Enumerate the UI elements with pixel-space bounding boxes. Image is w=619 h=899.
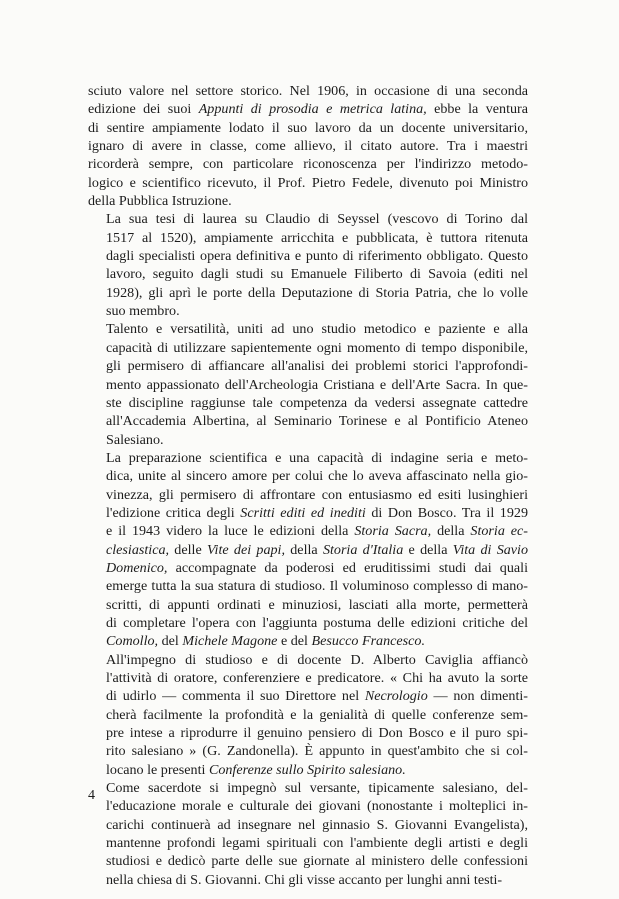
- text-run: ebbe la ventura: [426, 101, 528, 118]
- text-line: [88, 559, 528, 577]
- paragraph: [88, 210, 528, 320]
- text-run: l'edizione critica degli: [106, 504, 241, 521]
- text-run: Come sacerdote si impegnò sul versante, tipicamente salesiano, del-: [106, 780, 528, 797]
- text-line: [88, 541, 528, 559]
- italic-text: Scritti editi ed inediti: [240, 504, 366, 521]
- paragraph: [88, 320, 528, 448]
- text-line: [88, 119, 528, 137]
- italic-text: Appunti di prosodia e metrica latina,: [198, 101, 427, 118]
- text-line: [88, 797, 528, 815]
- text-run: e della: [403, 541, 453, 558]
- text-run: studiosi e dedicò parte delle sue giornate al ministero delle confessioni: [106, 853, 528, 870]
- text-line: [88, 302, 528, 320]
- text-run: di udirlo — commenta il suo Direttore nel: [106, 688, 365, 705]
- text-line: [88, 486, 528, 504]
- paragraph: [88, 651, 528, 779]
- text-line: [88, 376, 528, 394]
- text-run: carichi continuerà ad insegnare nel ginnasio S. Giovanni Evangelista),: [106, 816, 528, 833]
- text-line: [88, 761, 528, 779]
- text-line: [88, 742, 528, 760]
- text-run: di sentire ampiamente lodato il suo lavoro da un docente universitario,: [88, 119, 528, 136]
- italic-text: Comollo,: [106, 633, 159, 650]
- text-run: e il 1943 videro la luce le edizioni della: [106, 523, 355, 540]
- text-run: locano le presenti: [106, 761, 209, 778]
- text-run: sciuto valore nel settore storico. Nel 1906, in occasione di una seconda: [88, 83, 528, 99]
- text-run: edizione dei suoi: [88, 101, 199, 118]
- text-run: mento appassionato dell'Archeologia Cristiana e dell'Arte Sacra. In que-: [106, 376, 528, 393]
- text-run: di Don Bosco. Tra il 1929: [365, 504, 528, 521]
- text-line: [88, 577, 528, 595]
- text-run: del: [158, 633, 183, 650]
- text-line: [88, 320, 528, 338]
- text-line: [88, 852, 528, 870]
- text-line: [88, 651, 528, 669]
- text-run: 1517 al 1520), ampiamente arricchita e pubblicata, è tuttora ritenuta: [106, 229, 528, 246]
- italic-text: Besucco Francesco.: [311, 633, 425, 650]
- text-line: [88, 100, 528, 118]
- text-line: [88, 247, 528, 265]
- text-run: di completare l'opera con l'aggiunta postuma delle edizioni critiche del: [106, 614, 528, 631]
- text-line: [88, 687, 528, 705]
- text-line: [88, 339, 528, 357]
- text-line: [88, 357, 528, 375]
- text-run: logico e scientifico ricevuto, il Prof. Pietro Fedele, divenuto poi Ministro: [88, 174, 528, 191]
- body-text: [88, 82, 528, 889]
- text-line: [88, 174, 528, 192]
- text-line: [88, 724, 528, 742]
- italic-text: clesiastica,: [106, 541, 170, 558]
- text-line: [88, 137, 528, 155]
- text-run: La preparazione scientifica e una capacità di indagine seria e meto-: [106, 449, 528, 466]
- text-run: gli permisero di affiancare all'analisi dei problemi storici l'approfondi-: [106, 358, 528, 375]
- text-line: [88, 284, 528, 302]
- text-run: capacità di utilizzare sapientemente ogni momento di tempo disponibile,: [106, 339, 528, 356]
- text-run: 1928), gli aprì le porte della Deputazione di Storia Patria, che lo volle: [106, 284, 528, 301]
- italic-text: Domenico,: [106, 559, 168, 576]
- text-run: Salesiano.: [106, 431, 164, 448]
- text-line: [88, 155, 528, 173]
- text-line: [88, 871, 528, 889]
- text-line: [88, 522, 528, 540]
- text-line: [88, 229, 528, 247]
- text-run: Talento e versatilità, uniti ad uno studio metodico e paziente e alla: [106, 321, 528, 338]
- text-run: suo membro.: [106, 303, 180, 320]
- italic-text: Vite dei papi,: [206, 541, 285, 558]
- text-run: ste discipline raggiunse tale competenza da vedersi assegnate cattedre: [106, 394, 528, 411]
- text-run: delle: [169, 541, 207, 558]
- text-line: [88, 669, 528, 687]
- italic-text: Storia d'Italia: [322, 541, 404, 558]
- text-line: [88, 706, 528, 724]
- text-run: all'Accademia Albertina, al Seminario Torinese e al Pontificio Ateneo: [106, 413, 528, 430]
- paragraph: [88, 449, 528, 651]
- text-line: [88, 431, 528, 449]
- text-run: e del: [277, 633, 312, 650]
- text-line: [88, 632, 528, 650]
- text-run: emerge tutta la sua statura di studioso. Il voluminoso complesso di mano-: [106, 578, 528, 595]
- text-run: lavoro, seguito dagli studi su Emanuele Filiberto di Savoia (editi nel: [106, 266, 528, 283]
- text-run: scritti, di appunti ordinati e minuziosi, lasciati alla morte, permetterà: [106, 596, 528, 613]
- text-line: [88, 596, 528, 614]
- text-run: ignaro di avere in classe, come allievo, il citato autore. Tra i maestri: [88, 138, 528, 155]
- text-run: nella chiesa di S. Giovanni. Chi gli visse accanto per lunghi anni testi-: [106, 871, 503, 888]
- text-run: All'impegno di studioso e di docente D. Alberto Caviglia affiancò: [106, 651, 528, 668]
- text-line: [88, 82, 528, 100]
- text-line: [88, 210, 528, 228]
- text-line: [88, 265, 528, 283]
- italic-text: Michele Magone: [182, 633, 278, 650]
- text-run: — non dimenti-: [427, 688, 528, 705]
- italic-text: Storia ec-: [470, 523, 529, 540]
- italic-text: Storia Sacra,: [354, 523, 432, 540]
- text-run: mantenne profondi legami spirituali con l'ambiente degli artisti e degli: [106, 835, 528, 852]
- text-run: l'attività di oratore, conferenziere e predicatore. « Chi ha avuto la sorte: [106, 670, 528, 686]
- text-run: La sua tesi di laurea su Claudio di Seyssel (vescovo di Torino dal: [106, 211, 528, 228]
- italic-text: Necrologio: [364, 688, 428, 705]
- text-run: pre intese a riprodurre il genuino pensiero di Don Bosco e il puro spi-: [106, 725, 528, 742]
- text-line: [88, 412, 528, 430]
- page-number: 4: [88, 788, 95, 803]
- text-line: [88, 467, 528, 485]
- text-run: dagli specialisti opera definitiva e punto di riferimento obbligato. Questo: [106, 248, 528, 265]
- text-run: della: [284, 541, 323, 558]
- italic-text: Vita di Savio: [452, 541, 529, 558]
- text-line: [88, 779, 528, 797]
- text-run: accompagnate da poderosi ed eruditissimi studi dai quali: [167, 559, 528, 576]
- text-run: dica, unite al sincero amore per colui che lo aveva affascinato nella gio-: [106, 468, 528, 485]
- text-line: [88, 192, 528, 210]
- text-run: della Pubblica Istruzione.: [88, 193, 232, 210]
- text-run: rito salesiano » (G. Zandonella). È appunto in quest'ambito che si col-: [106, 743, 528, 760]
- text-line: [88, 449, 528, 467]
- text-line: [88, 834, 528, 852]
- text-line: [88, 614, 528, 632]
- paragraph: [88, 779, 528, 889]
- text-line: [88, 816, 528, 834]
- text-run: della: [431, 523, 471, 540]
- italic-text: Conferenze sullo Spirito salesiano.: [208, 761, 406, 778]
- text-run: cherà facilmente la profondità e la genialità di quelle conferenze sem-: [106, 706, 528, 723]
- text-run: ricorderà sempre, con particolare riconoscenza per l'indirizzo metodo-: [88, 156, 528, 173]
- text-line: [88, 504, 528, 522]
- text-run: l'educazione morale e culturale dei giovani (nonostante i molteplici in-: [106, 798, 528, 815]
- paragraph: [88, 82, 528, 210]
- text-run: vinezza, gli permisero di affrontare con entusiasmo ed esiti lusinghieri: [106, 486, 528, 503]
- text-line: [88, 394, 528, 412]
